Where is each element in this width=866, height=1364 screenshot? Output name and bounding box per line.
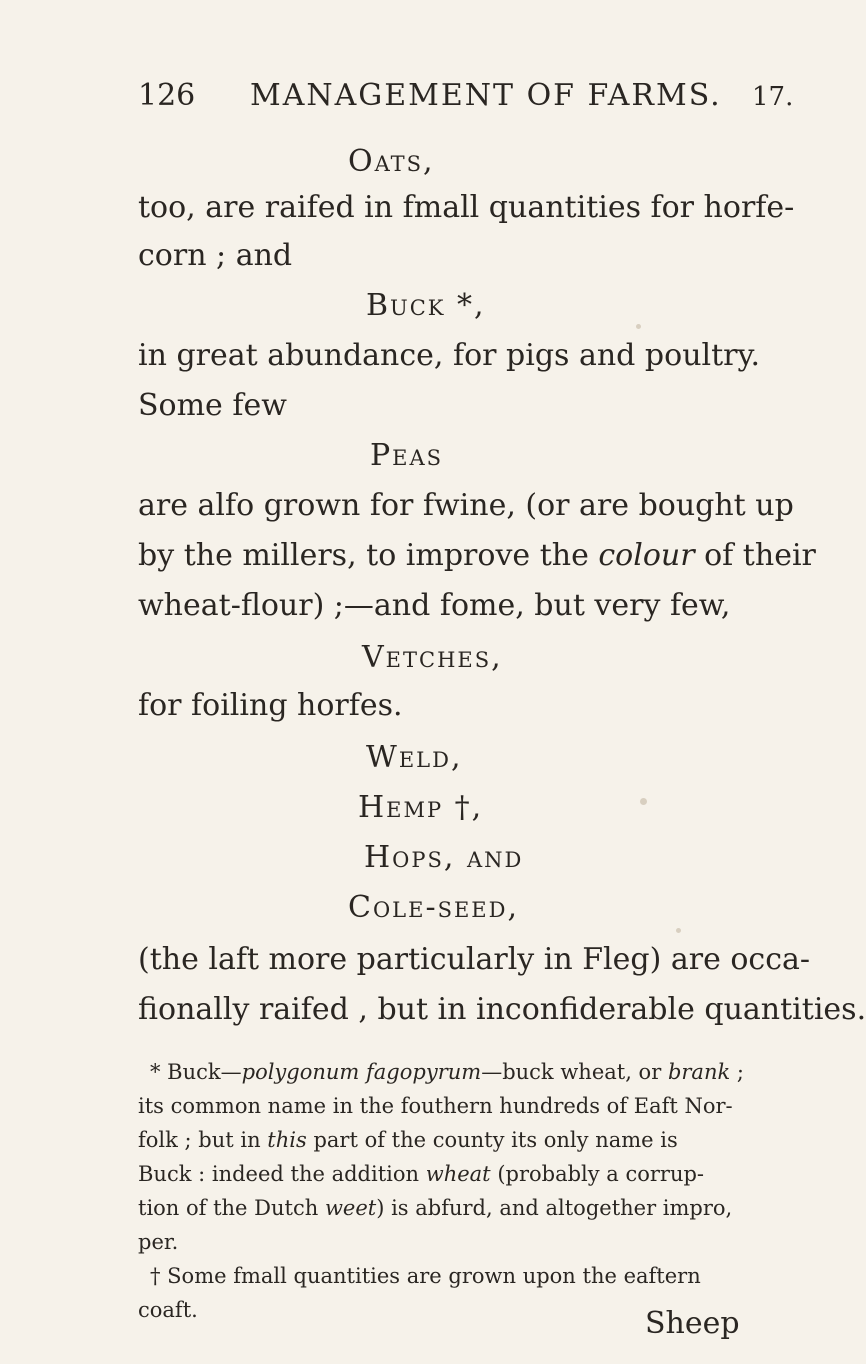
heading-hemp: Hemp †, <box>358 790 484 825</box>
text-run: ; <box>736 1060 744 1084</box>
paper-speck <box>636 324 641 329</box>
body-line: fionally raifed , but in inconfiderable quantities. <box>138 992 866 1027</box>
heading-cole-seed: Cole-seed, <box>348 890 520 925</box>
italic-term: brank <box>667 1060 731 1084</box>
text-run: part of the county its only name is <box>313 1128 678 1152</box>
body-line: corn ; and <box>138 238 293 273</box>
footnote-line: per. <box>138 1230 179 1254</box>
text-run: tion of the Dutch <box>138 1196 319 1220</box>
body-line: are alfo grown for fwine, (or are bought up <box>138 488 794 523</box>
text-run: folk ; but in <box>138 1128 261 1152</box>
text-run: ) is abfurd, and altogether impro, <box>376 1196 733 1220</box>
text-run: (probably a corrup- <box>497 1162 705 1186</box>
italic-term: wheat <box>425 1162 491 1186</box>
italic-term: polygonum fagopyrum <box>241 1060 482 1084</box>
text-run: by the millers, to improve the <box>138 538 589 573</box>
catchword: Sheep <box>645 1306 740 1341</box>
footnote-line <box>138 1126 678 1155</box>
italic-term: weet <box>324 1196 377 1220</box>
heading-weld: Weld, <box>366 740 463 775</box>
text-run: * Buck— <box>150 1060 242 1084</box>
heading-buck: Buck *, <box>366 288 486 323</box>
page-number: 126 <box>138 78 196 113</box>
text-run: Buck : indeed the addition <box>138 1162 420 1186</box>
heading-hops: Hops, and <box>364 840 524 875</box>
body-line: Some few <box>138 388 287 423</box>
body-line: in great abundance, for pigs and poultry. <box>138 338 761 373</box>
paper-speck <box>676 928 681 933</box>
body-line: too, are raifed in fmall quantities for horfe- <box>138 190 795 225</box>
running-header <box>138 78 794 118</box>
body-line: for foiling horfes. <box>138 688 403 723</box>
italic-term: this <box>267 1128 307 1152</box>
footnote-line: its common name in the fouthern hundreds of Eaft Nor- <box>138 1094 733 1118</box>
running-title: MANAGEMENT OF FARMS. <box>250 78 722 113</box>
body-line <box>138 536 816 576</box>
body-line: (the laft more particularly in Fleg) are occa- <box>138 942 811 977</box>
heading-peas: Peas <box>370 438 444 473</box>
italic-term: colour <box>598 538 695 573</box>
footnote-line: coaft. <box>138 1298 198 1322</box>
paper-speck <box>640 798 647 805</box>
footnote-line: † Some fmall quantities are grown upon the eaftern <box>150 1264 701 1288</box>
text-run: of their <box>704 538 816 573</box>
footnote-line <box>138 1160 704 1189</box>
footnote-line <box>150 1058 744 1087</box>
heading-oats: Oats, <box>348 144 435 179</box>
body-line: wheat-flour) ;—and fome, but very few, <box>138 588 731 623</box>
heading-vetches: Vetches, <box>362 640 503 675</box>
signature-mark: 17. <box>752 82 794 112</box>
text-run: —buck wheat, or <box>481 1060 662 1084</box>
footnote-line <box>138 1194 732 1223</box>
